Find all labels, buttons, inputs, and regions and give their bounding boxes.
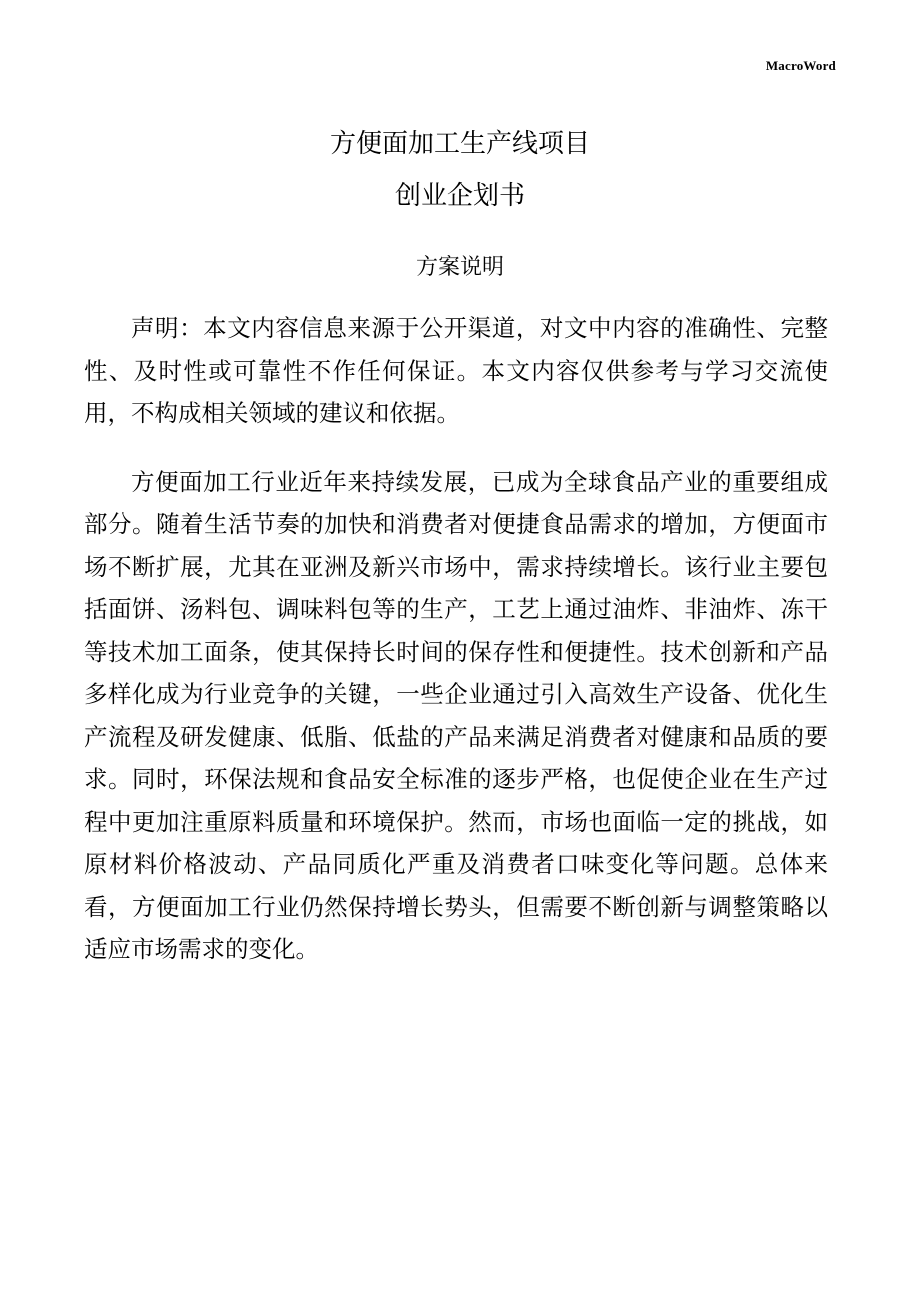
title-line-2: 创业企划书 (394, 181, 525, 211)
document-title (0, 118, 920, 222)
section-heading: 方案说明 (415, 255, 504, 280)
disclaimer-paragraph: 声明：本文内容信息来源于公开渠道，对文中内容的准确性、完整性、及时性或可靠性不作任何保证。本文内容仅供参考与学习交流使用，不构成相关领域的建议和依据。 (84, 314, 828, 427)
overview-paragraph: 方便面加工行业近年来持续发展，已成为全球食品产业的重要组成部分。随着生活节奏的加快和消费者对便捷食品需求的增加，方便面市场不断扩展，尤其在亚洲及新兴市场中，需求持续增长。该行业主要包括面饼、汤料包、调味料包等的生产，工艺上通过油炸、非油炸、冻干等技术加工面条，使其保持长时间的保存性和便捷性。技术创新和产品多样化成为行业竞争的关键，一些企业通过引入高效生产设备、优化生产流程及研发健康、低脂、低盐的产品来满足消费者对健康和品质的要求。同时，环保法规和食品安全标准的逐步严格，也促使企业在生产过程中更加注重原料质量和环境保护。然而，市场也面临一定的挑战，如原材料价格波动、产品同质化严重及消费者口味变化等问题。总体来看，方便面加工行业仍然保持增长势头，但需要不断创新与调整策略以适应市场需求的变化。 (84, 467, 828, 963)
header-brand: MacroWord (765, 58, 836, 73)
body-content (84, 307, 828, 971)
title-line-1: 方便面加工生产线项目 (329, 129, 590, 159)
